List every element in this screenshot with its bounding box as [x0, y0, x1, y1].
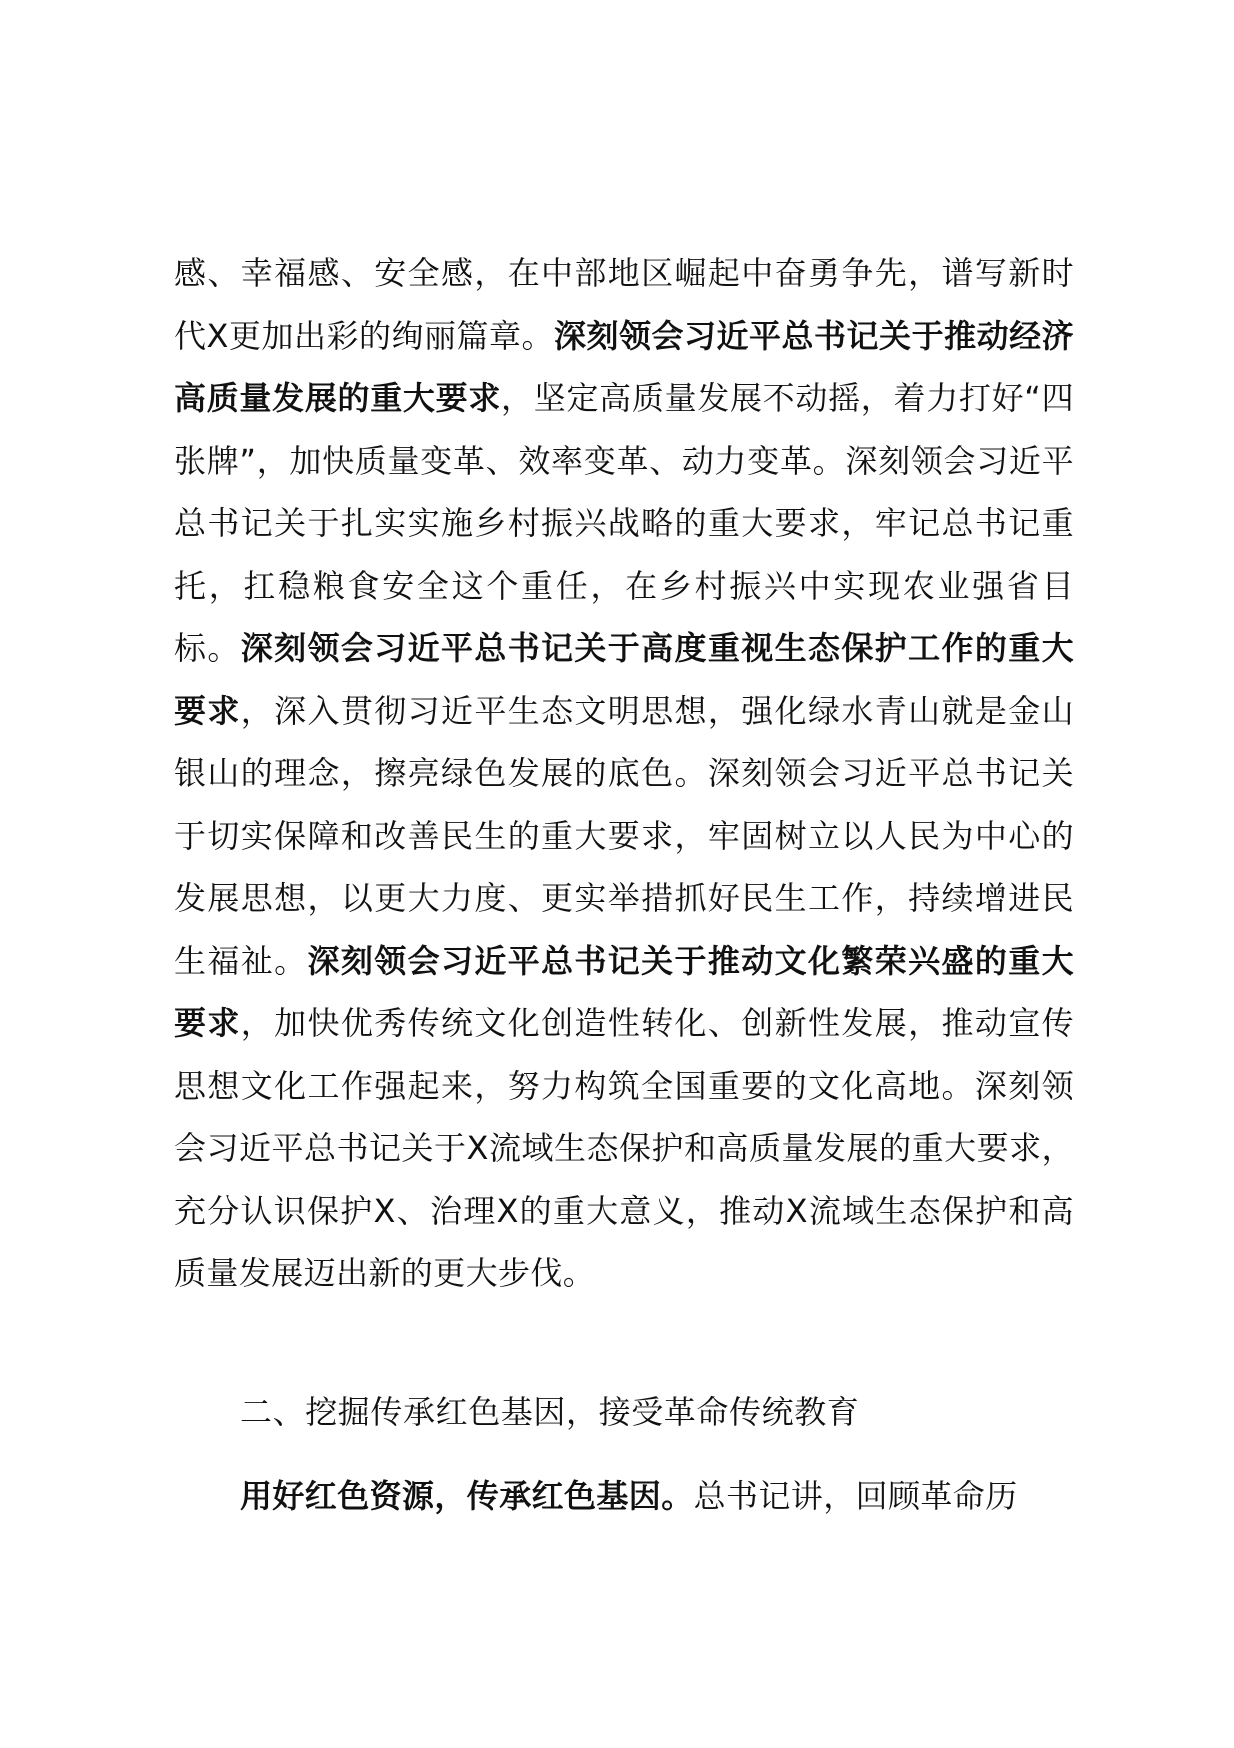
bold-key-point: 深刻领会习近平总书记关于推动文化繁荣兴盛的重大要求 [174, 941, 1074, 1042]
body-paragraph [174, 242, 1074, 1305]
bold-lead-sentence: 用好红色资源，传承红色基因。 [240, 1477, 694, 1515]
text-run: ，坚定高质量发展不动摇，着力打好“四张牌”，加快质量变革、效率变革、动力变革。深刻领会习近平总书记关于扎实实施乡村振兴战略的重大要求，牢记总书记重托，扛稳粮食安全这个重任，在乡村振兴中实现农业强省目标。 [174, 379, 1074, 667]
text-run: 总书记讲，回顾革命历 [693, 1477, 1018, 1515]
text-run: ，深入贯彻习近平生态文明思想，强化绿水青山就是金山银山的理念，擦亮绿色发展的底色。深刻领会习近平总书记关于切实保障和改善民生的重大要求，牢固树立以人民为中心的发展思想，以更大力度、更实举措抓好民生工作，持续增进民生福祉。 [174, 691, 1074, 980]
text-run: ，加快优秀传统文化创造性转化、创新性发展，推动宣传思想文化工作强起来，努力构筑全国重要的文化高地。深刻领会习近平总书记关于X流域生态保护和高质量发展的重大要求，充分认识保护X、治理X的重大意义，推动X流域生态保护和高质量发展迈出新的更大步伐。 [174, 1004, 1074, 1292]
bold-key-point: 深刻领会习近平总书记关于高度重视生态保护工作的重大要求 [174, 629, 1074, 730]
bold-key-point: 深刻领会习近平总书记关于推动经济高质量发展的重大要求 [174, 316, 1074, 417]
section-heading: 二、挖掘传承红色基因，接受革命传统教育 [240, 1393, 860, 1431]
paragraph-2 [240, 1476, 1080, 1516]
paragraph-1 [174, 242, 1074, 1305]
text-run: 感、幸福感、安全感，在中部地区崛起中奋勇争先，谱写新时代X更加出彩的绚丽篇章。 [174, 254, 1074, 355]
